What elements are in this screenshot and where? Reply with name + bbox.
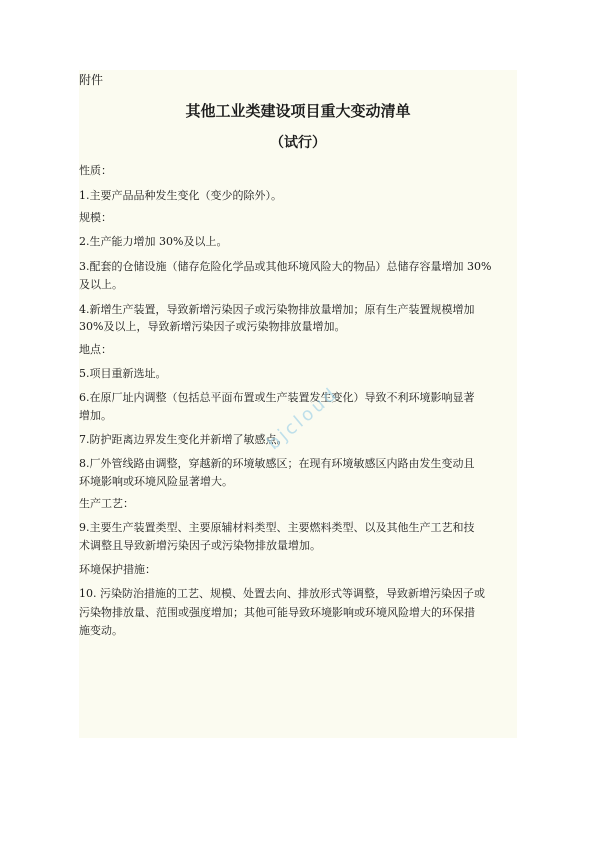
- attachment-label: 附件: [79, 73, 104, 87]
- text-line: 术调整且导致新增污染因子或污染物排放量增加。: [79, 539, 321, 552]
- text-line: 污染物排放量、范围或强度增加；其他可能导致环境影响或环境风险增大的环保措: [79, 606, 475, 619]
- text-line: 2.生产能力增加 30%及以上。: [79, 235, 228, 248]
- document-title: 其他工业类建设项目重大变动清单: [185, 102, 411, 120]
- text-line: 30%及以上，导致新增污染因子或污染物排放量增加。: [79, 320, 346, 333]
- text-line: 5.项目重新选址。: [79, 367, 167, 380]
- text-line: 环境保护措施：: [79, 563, 156, 576]
- text-line: 环境影响或环境风险显著增大。: [79, 475, 233, 488]
- text-line: 生产工艺：: [79, 497, 134, 510]
- text-line: 规模：: [79, 211, 112, 224]
- text-line: 10. 污染防治措施的工艺、规模、处置去向、排放形式等调整，导致新增污染因子或: [79, 587, 485, 600]
- text-line: 7.防护距离边界发生变化并新增了敏感点。: [79, 433, 288, 446]
- text-line: 4.新增生产装置，导致新增污染因子或污染物排放量增加；原有生产装置规模增加: [79, 303, 475, 316]
- text-line: 8.厂外管线路由调整，穿越新的环境敏感区；在现有环境敏感区内路由发生变动且: [79, 457, 475, 470]
- text-line: 9.主要生产装置类型、主要原辅材料类型、主要燃料类型、以及其他生产工艺和技: [79, 521, 475, 534]
- watermark: bjcloud: [263, 382, 343, 455]
- text-line: 3.配套的仓储设施（储存危险化学品或其他环境风险大的物品）总储存容量增加 30%: [79, 260, 492, 273]
- text-line: 性质：: [79, 164, 112, 177]
- text-line: 6.在原厂址内调整（包括总平面布置或生产装置发生变化）导致不利环境影响显著: [79, 391, 475, 404]
- document-subtitle: （试行）: [270, 135, 326, 151]
- text-line: 施变动。: [79, 624, 123, 637]
- text-line: 地点：: [79, 343, 112, 356]
- text-line: 及以上。: [79, 278, 123, 291]
- text-line: 1.主要产品品种发生变化（变少的除外）。: [79, 189, 282, 202]
- text-line: 增加。: [79, 409, 112, 422]
